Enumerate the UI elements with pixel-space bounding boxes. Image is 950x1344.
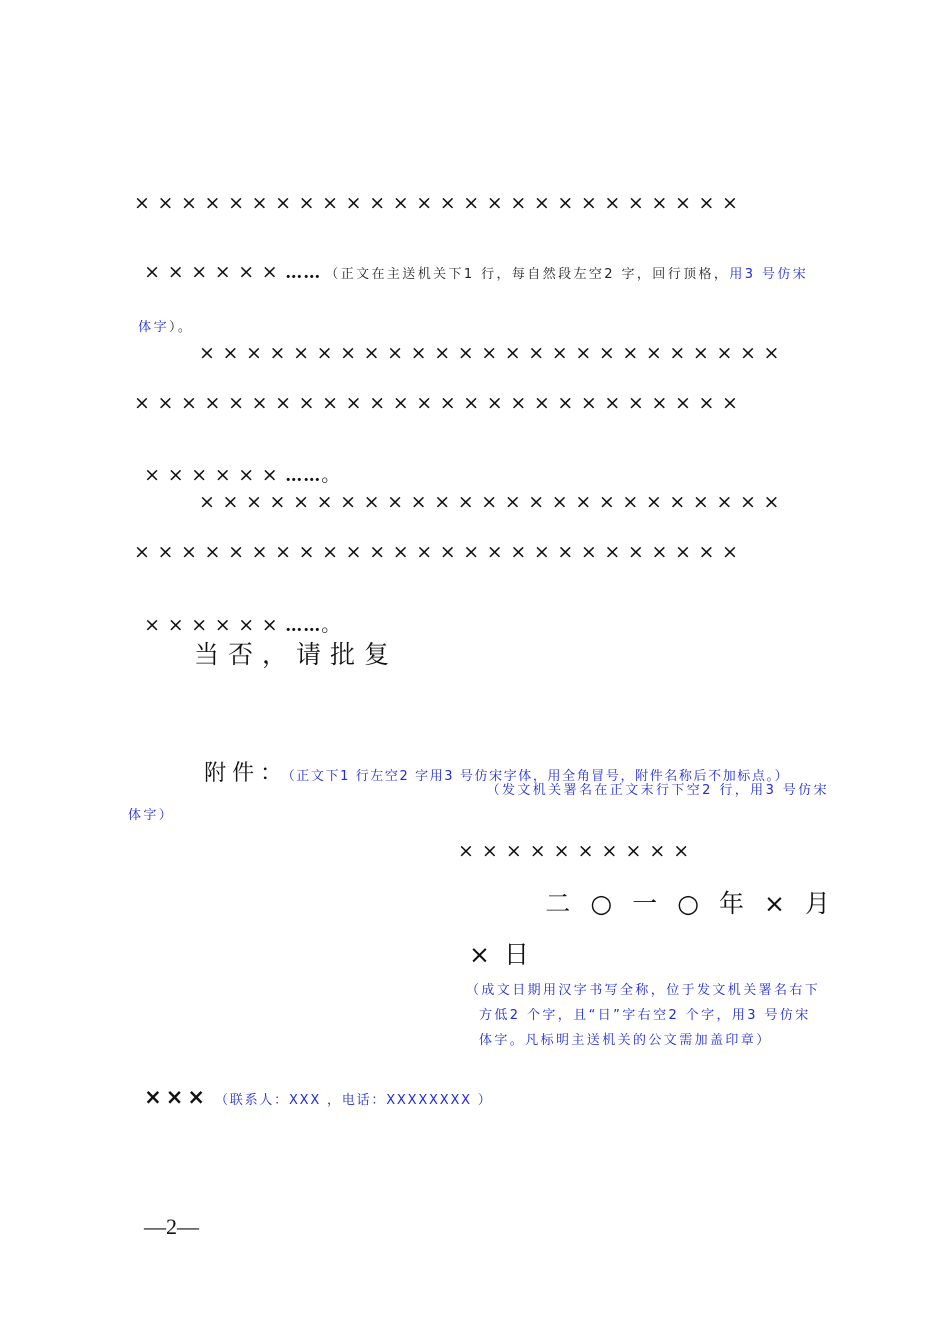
format-note: ）。 — [168, 320, 194, 335]
ellipsis: …… — [285, 466, 322, 486]
body-text-line: ×××××××××××××××××××××××××× — [134, 192, 746, 214]
body-text-line: ××××××××××××××××××××××××× — [199, 342, 787, 364]
date-note: 体字。凡标明主送机关的公文需加盖印章） — [479, 1033, 772, 1048]
issue-date-day: ×日 — [469, 940, 543, 969]
signature-note: （发文机关署名在正文末行下空2 行，用3 号仿宋 — [486, 783, 829, 798]
body-text-line — [128, 297, 193, 335]
ellipsis: …… — [285, 263, 322, 283]
body-text-line — [134, 242, 808, 283]
body-text-line: ×××××××××××××××××××××××××× — [134, 541, 746, 563]
contact-name: ××× — [144, 1085, 209, 1109]
body-text-line: ××××××××××××××××××××××××× — [199, 491, 787, 513]
format-note-highlight: 体字 — [138, 320, 169, 335]
signature-note: 体字） — [128, 808, 175, 823]
issue-date: 二○一○年×月 — [545, 889, 850, 918]
format-note-highlight: 用3 号仿宋 — [729, 267, 809, 282]
format-note: （正文在主送机关下1 行，每自然段左空2 字，回行顶格， — [325, 267, 730, 282]
closing-request: 当否，请批复 — [194, 640, 399, 669]
body-text-line — [134, 441, 348, 487]
page-number: —2— — [144, 1214, 199, 1239]
date-note: （成文日期用汉字书写全称，位于发文机关署名右下 — [466, 983, 821, 998]
contact-line — [134, 1066, 493, 1109]
placeholder-text: ×××××× — [144, 464, 286, 486]
ellipsis: …… — [285, 616, 322, 636]
placeholder-text: ×××××× — [144, 614, 286, 636]
body-text-line: ×××××××××××××××××××××××××× — [134, 392, 746, 414]
attachment-note: （正文下1 行左空2 字用3 号仿宋字体，用全角冒号，附件名称后不加标点。） — [288, 769, 790, 784]
issuer-name: ×××××××××× — [458, 840, 698, 862]
body-text-line — [134, 591, 348, 637]
period: 。 — [321, 464, 348, 486]
period: 。 — [321, 614, 348, 636]
attachment-label: 附件： — [204, 761, 289, 786]
placeholder-text: ×××××× — [144, 261, 286, 283]
date-note: 方低2 个字，且“日”字右空2 个字，用3 号仿宋 — [479, 1008, 811, 1023]
contact-info: （联系人：XXX ，电话：XXXXXXXX ） — [214, 1093, 493, 1108]
